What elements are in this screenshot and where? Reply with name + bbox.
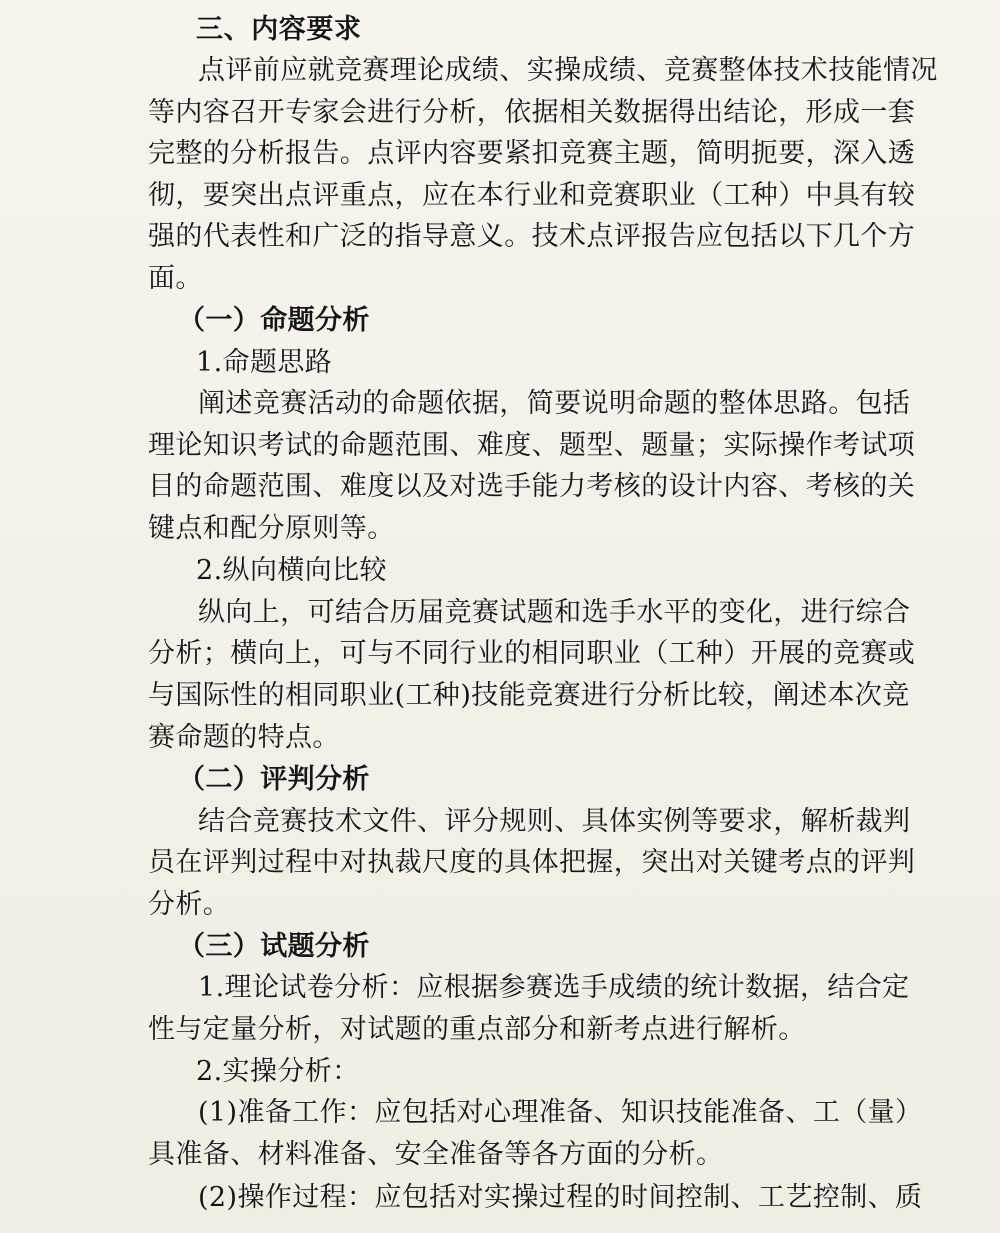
sub1-item1-line-2: 理论知识考试的命题范围、难度、题型、题量；实际操作考试项 [148,430,916,461]
sub1-item1-line-4: 键点和配分原则等。 [148,513,395,544]
sub2-line-1: 结合竞赛技术文件、评分规则、具体实例等要求，解析裁判 [198,806,911,837]
intro-line-6: 面。 [148,263,203,294]
sub3-heading: （三）试题分析 [178,931,370,962]
sub3-item2-p1-line-2: 具准备、材料准备、安全准备等各方面的分析。 [148,1139,724,1170]
intro-line-1: 点评前应就竞赛理论成绩、实操成绩、竞赛整体技术技能情况 [198,55,938,86]
sub1-item2-line-4: 赛命题的特点。 [148,722,340,753]
sub1-item1-line-1: 阐述竞赛活动的命题依据，简要说明命题的整体思路。包括 [198,388,911,419]
sub1-heading: （一）命题分析 [178,305,370,336]
sub3-item2-p1-line-1: (1)准备工作：应包括对心理准备、知识技能准备、工（量） [198,1097,923,1128]
intro-line-4: 彻，要突出点评重点，应在本行业和竞赛职业（工种）中具有较 [148,180,916,211]
sub1-item1-line-3: 目的命题范围、难度以及对选手能力考核的设计内容、考核的关 [148,471,916,502]
sub1-item1-heading: 1.命题思路 [196,347,333,378]
sub1-item2-heading: 2.纵向横向比较 [196,555,387,586]
section-heading: 三、内容要求 [196,14,362,45]
sub2-line-2: 员在评判过程中对执裁尺度的具体把握，突出对关键考点的评判 [148,847,916,878]
intro-line-2: 等内容召开专家会进行分析，依据相关数据得出结论，形成一套 [148,97,916,128]
intro-line-3: 完整的分析报告。点评内容要紧扣竞赛主题，简明扼要，深入透 [148,138,916,169]
intro-line-5: 强的代表性和广泛的指导意义。技术点评报告应包括以下几个方 [148,221,916,252]
sub2-line-3: 分析。 [148,889,231,920]
sub3-item1-line-1: 1.理论试卷分析：应根据参赛选手成绩的统计数据，结合定 [198,972,910,1003]
sub3-item2-p2-line-1: (2)操作过程：应包括对实操过程的时间控制、工艺控制、质 [198,1182,923,1213]
sub3-item1-line-2: 性与定量分析，对试题的重点部分和新考点进行解析。 [148,1014,806,1045]
sub3-item2-heading: 2.实操分析： [196,1056,360,1087]
sub1-item2-line-2: 分析；横向上，可与不同行业的相同职业（工种）开展的竞赛或 [148,638,916,669]
sub1-item2-line-3: 与国际性的相同职业(工种)技能竞赛进行分析比较，阐述本次竞 [148,680,910,711]
sub1-item2-line-1: 纵向上，可结合历届竞赛试题和选手水平的变化，进行综合 [198,597,911,628]
sub2-heading: （二）评判分析 [178,764,370,795]
